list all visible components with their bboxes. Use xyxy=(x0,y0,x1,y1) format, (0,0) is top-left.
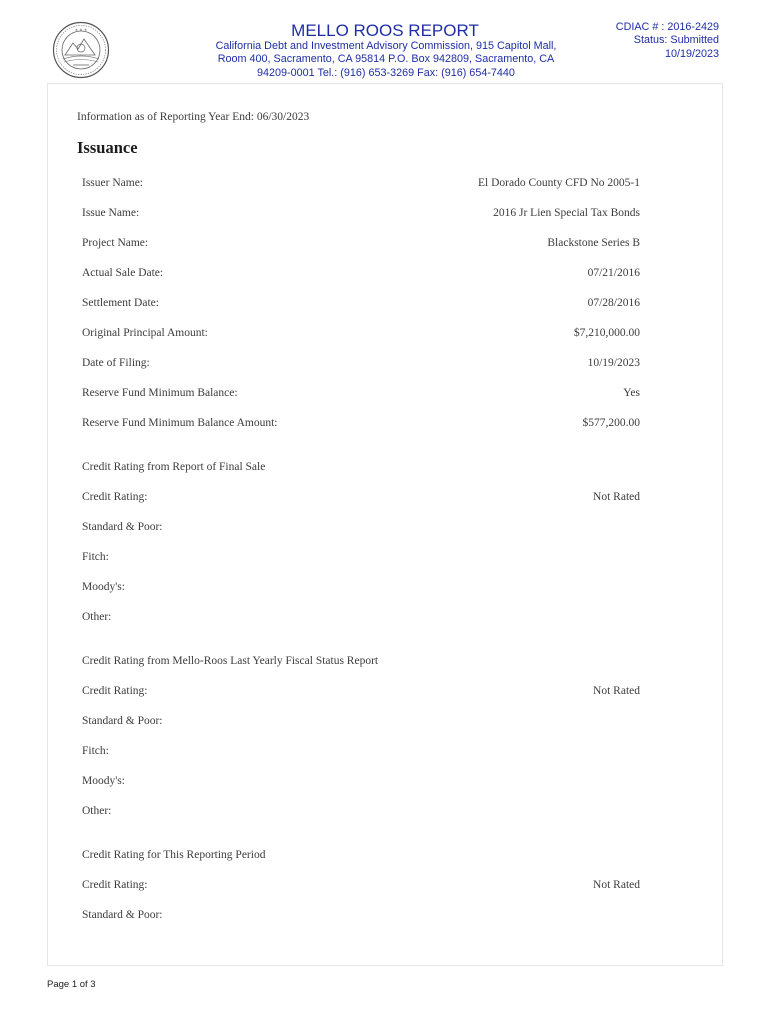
section-title-issuance: Issuance xyxy=(77,138,138,157)
field-value: 07/21/2016 xyxy=(587,267,640,279)
agency-line-3: 94209-0001 Tel.: (916) 653-3269 Fax: (916) 654-7440 xyxy=(257,66,515,79)
field-value: 10/19/2023 xyxy=(587,357,640,369)
state-seal-icon xyxy=(51,21,111,79)
agency-line-1: California Debt and Investment Advisory Commission, 915 Capitol Mall, xyxy=(215,40,557,52)
rating-this-period-heading xyxy=(82,847,640,863)
field-value: $7,210,000.00 xyxy=(573,327,640,339)
date-of-filing-row xyxy=(82,355,640,371)
agency-address xyxy=(196,40,576,80)
field-label: Credit Rating: xyxy=(82,685,148,697)
field-label: Standard & Poor: xyxy=(82,521,163,533)
field-label: Original Principal Amount: xyxy=(82,327,208,339)
agency-line-2: Room 400, Sacramento, CA 95814 P.O. Box 942809, Sacramento, CA xyxy=(217,53,555,66)
report-title: MELLO ROOS REPORT xyxy=(291,21,479,40)
status-text: Status: Submitted xyxy=(633,34,719,47)
rating-final-sale-credit-row xyxy=(82,489,640,505)
field-label: Fitch: xyxy=(82,745,109,757)
field-label: Standard & Poor: xyxy=(82,715,163,727)
actual-sale-date-row xyxy=(82,265,640,281)
field-value: 2016 Jr Lien Special Tax Bonds xyxy=(493,207,640,219)
rating-this-period-sp-row xyxy=(82,907,640,923)
field-label: Reserve Fund Minimum Balance Amount: xyxy=(82,417,278,429)
reserve-fund-amount-row xyxy=(82,415,640,431)
field-value: Yes xyxy=(623,387,640,399)
field-label: Moody's: xyxy=(82,775,125,787)
field-value: Not Rated xyxy=(593,879,640,891)
field-label: Issue Name: xyxy=(82,207,140,219)
rating-final-sale-fitch-row xyxy=(82,549,640,565)
rating-last-yearly-fitch-row xyxy=(82,743,640,759)
rating-final-sale-moodys-row xyxy=(82,579,640,595)
rating-last-yearly-credit-row xyxy=(82,683,640,699)
report-status-block xyxy=(616,21,719,61)
field-label: Actual Sale Date: xyxy=(82,267,164,279)
page-number: Page 1 of 3 xyxy=(47,979,96,990)
field-value: El Dorado County CFD No 2005-1 xyxy=(478,177,640,189)
subsection-heading: Credit Rating from Mello-Roos Last Yearly Fiscal Status Report xyxy=(82,655,379,667)
rating-last-yearly-other-row xyxy=(82,803,640,819)
subsection-heading: Credit Rating from Report of Final Sale xyxy=(82,461,266,473)
subsection-heading: Credit Rating for This Reporting Period xyxy=(82,849,266,861)
rating-final-sale-sp-row xyxy=(82,519,640,535)
rating-last-yearly-sp-row xyxy=(82,713,640,729)
issue-name-row xyxy=(82,205,640,221)
field-label: Project Name: xyxy=(82,237,149,249)
reserve-fund-min-row xyxy=(82,385,640,401)
original-principal-row xyxy=(82,325,640,341)
svg-text:∗ ∗ ∗: ∗ ∗ ∗ xyxy=(74,27,88,32)
rating-this-period-credit-row xyxy=(82,877,640,893)
reporting-year-info: Information as of Reporting Year End: 06/30/2023 xyxy=(77,111,310,123)
field-value: Blackstone Series B xyxy=(547,237,640,249)
field-label: Other: xyxy=(82,805,112,817)
field-label: Credit Rating: xyxy=(82,491,148,503)
rating-final-sale-other-row xyxy=(82,609,640,625)
field-label: Standard & Poor: xyxy=(82,909,163,921)
field-label: Issuer Name: xyxy=(82,177,143,189)
field-label: Other: xyxy=(82,611,112,623)
field-label: Moody's: xyxy=(82,581,125,593)
field-label: Settlement Date: xyxy=(82,297,159,309)
field-value: 07/28/2016 xyxy=(587,297,640,309)
field-label: Date of Filing: xyxy=(82,357,150,369)
rating-last-yearly-moodys-row xyxy=(82,773,640,789)
field-value: $577,200.00 xyxy=(582,417,640,429)
rating-last-yearly-heading xyxy=(82,653,640,669)
issuer-name-row xyxy=(82,175,640,191)
field-label: Reserve Fund Minimum Balance: xyxy=(82,387,238,399)
field-label: Fitch: xyxy=(82,551,109,563)
rating-final-sale-heading xyxy=(82,459,640,475)
field-label: Credit Rating: xyxy=(82,879,148,891)
field-value: Not Rated xyxy=(593,685,640,697)
settlement-date-row xyxy=(82,295,640,311)
project-name-row xyxy=(82,235,640,251)
status-date: 10/19/2023 xyxy=(664,47,719,60)
cdiac-number: CDIAC # : 2016-2429 xyxy=(615,21,719,33)
field-value: Not Rated xyxy=(593,491,640,503)
